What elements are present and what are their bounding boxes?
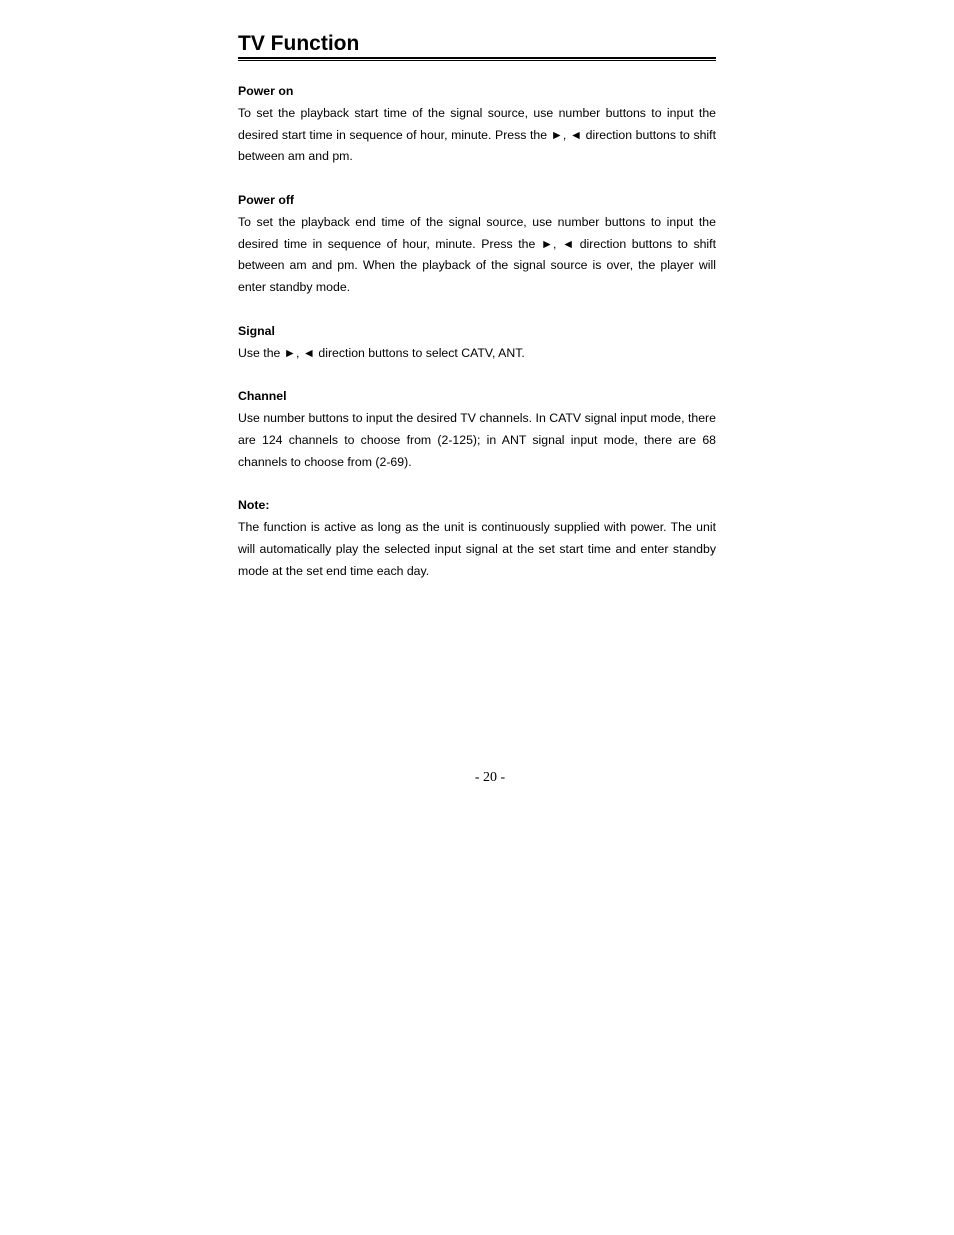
section-body: Use number buttons to input the desired TV channels. In CATV signal input mode, there are 124 channels to choose from (2-125); in ANT signal input mode, there are 68 channels to choose from (2-69). <box>238 410 716 469</box>
section-heading: Power on <box>238 84 294 98</box>
section-heading: Channel <box>238 389 287 404</box>
section-heading: Signal <box>238 323 275 338</box>
section-signal <box>238 321 716 365</box>
section-body: The function is active as long as the unit is continuously supplied with power. The unit will automatically play the selected input signal at the set start time and enter standby mode at the set end time each day. <box>238 519 716 578</box>
section-body: Use the ►, ◄ direction buttons to select CATV, ANT. <box>238 345 525 360</box>
section-heading: Power off <box>238 192 295 207</box>
title-underline-rule <box>238 57 716 61</box>
section-body: To set the playback end time of the signal source, use number buttons to input the desired time in sequence of hour, minute. Press the ►, ◄ direction buttons to shift between am and pm. When the playback of the signal source is over, the player will enter standby mode. <box>238 214 716 295</box>
section-power-on <box>238 81 716 168</box>
page-number: - 20 - <box>474 770 506 785</box>
section-channel <box>238 386 716 473</box>
page-title: TV Function <box>238 32 360 55</box>
section-heading: Note: <box>238 498 270 513</box>
page-content <box>238 81 716 604</box>
section-note <box>238 495 716 582</box>
page-header <box>238 31 716 61</box>
section-power-off <box>238 190 716 299</box>
section-body: To set the playback start time of the signal source, use number buttons to input the desired start time in sequence of hour, minute. Press the ►, ◄ direction buttons to shift between am and pm. <box>238 105 716 164</box>
